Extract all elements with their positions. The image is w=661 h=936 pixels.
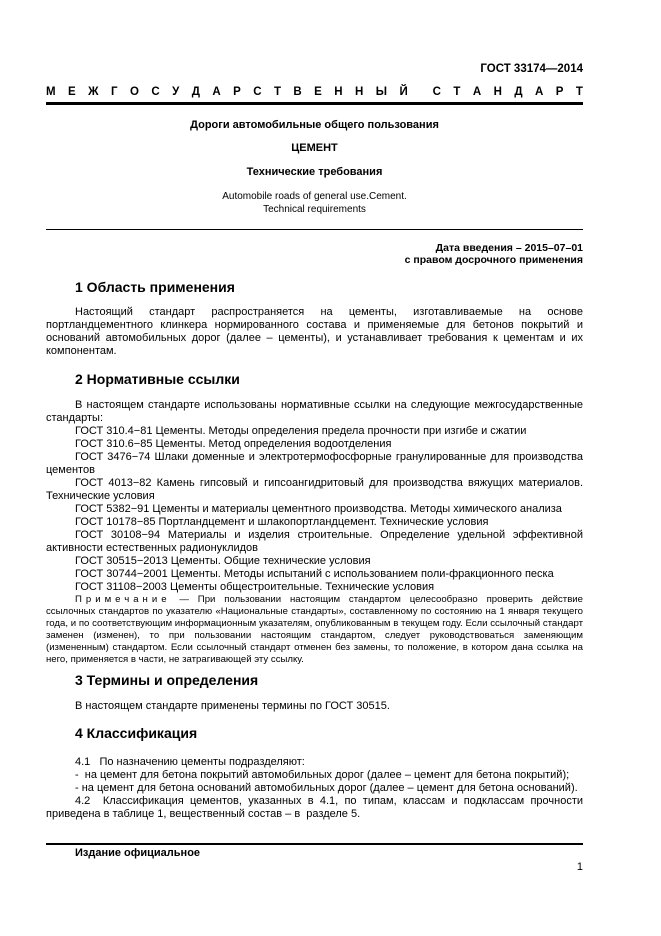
note (46, 594, 583, 666)
banner-letter: Н (334, 86, 343, 98)
classification-item: - на цемент для бетона покрытий автомобильных дорог (далее – цемент для бетона покрытий); (75, 769, 570, 781)
note-label: Примечание (75, 594, 171, 605)
section-4-body (46, 756, 587, 821)
banner-letter: Д (191, 86, 200, 98)
banner-letter: Е (314, 86, 322, 98)
banner-letter: А (212, 86, 221, 98)
section-3-text (46, 700, 583, 713)
section-4-heading: 4 Классификация (75, 725, 198, 741)
banner-letter: Е (68, 86, 76, 98)
reference-item: ГОСТ 30515−2013 Цементы. Общие технические условия (75, 555, 371, 567)
reference-item: ГОСТ 30108−94 Материалы и изделия строительные. Определение удельной эффективной активности естественных радионуклидов (46, 529, 583, 554)
paragraph: В настоящем стандарте использованы нормативные ссылки на следующие межгосударственные стандарты: (46, 399, 583, 424)
banner-letter: Й (399, 86, 408, 98)
section-2-heading: 2 Нормативные ссылки (75, 371, 240, 387)
banner-letter: С (432, 86, 441, 98)
english-title-2: Technical requirements (263, 204, 366, 215)
page-number: 1 (576, 861, 583, 873)
banner-letter: Д (514, 86, 523, 98)
title-line-2: ЦЕМЕНТ (291, 142, 338, 154)
reference-item: ГОСТ 30744−2001 Цементы. Методы испытаний с использованием поли-фракционного песка (75, 568, 554, 580)
banner-letter: В (293, 86, 302, 98)
reference-item: ГОСТ 310.4−81 Цементы. Методы определения предела прочности при изгибе и сжатии (75, 425, 527, 437)
title-line-3: Технические требования (246, 166, 383, 178)
section-3-heading: 3 Термины и определения (75, 672, 259, 688)
banner-letter: Т (575, 86, 583, 98)
banner-letter: Т (273, 86, 281, 98)
early-application-line: с правом досрочного применения (404, 254, 583, 266)
banner-letter: О (129, 86, 139, 98)
banner-letter: М (46, 86, 56, 98)
english-title-1: Automobile roads of general use.Cement. (222, 191, 407, 202)
banner-letter: А (534, 86, 544, 98)
paragraph: В настоящем стандарте применены термины по ГОСТ 30515. (75, 700, 390, 712)
classification-item: - на цемент для бетона оснований автомобильных дорог (далее – цемент для бетона оснований). (75, 782, 578, 794)
reference-item: ГОСТ 4013−82 Камень гипсовый и гипсоангидритовый для производства вяжущих материалов. Технические условия (46, 477, 583, 502)
official-edition-label: Издание официальное (75, 847, 201, 859)
title-line-1: Дороги автомобильные общего пользования (190, 119, 439, 131)
header-divider (46, 102, 583, 105)
reference-item: ГОСТ 310.6−85 Цементы. Метод определения водоотделения (75, 438, 392, 450)
banner-letter: Н (355, 86, 364, 98)
interstate-standard-banner (46, 86, 583, 98)
effective-date-line: Дата введения – 2015–07–01 (435, 242, 583, 254)
banner-letter: У (172, 86, 180, 98)
classification-item: 4.1 По назначению цементы подразделяют: (75, 756, 305, 768)
reference-item: ГОСТ 5382−91 Цементы и материалы цементного производства. Методы химического анализа (75, 503, 562, 515)
banner-letter: Ы (375, 86, 388, 98)
classification-item: 4.2 Классификация цементов, указанных в 4.1, по типам, классам и подклассам прочности приведена в таблице 1, вещественный состав – в разделе 5. (46, 795, 587, 820)
title-divider (46, 229, 583, 230)
banner-letter: Ж (88, 86, 99, 98)
section-1-heading: 1 Область применения (75, 279, 235, 295)
banner-letter: Г (110, 86, 118, 98)
banner-letter: Н (493, 86, 502, 98)
paragraph: Настоящий стандарт распространяется на цементы, изготавливаемые на основе портландцементного клинкера нормированного состава и применяемые для бетонов покрытий и оснований автомобильных дорог (далее – цементы), и устанавливает требования к цементам и их компонентам. (46, 306, 583, 357)
section-2-body (46, 399, 583, 666)
banner-letter: С (253, 86, 262, 98)
banner-letter: Т (453, 86, 461, 98)
effective-date (405, 242, 583, 266)
reference-item: ГОСТ 31108−2003 Цементы общестроительные. Технические условия (75, 581, 435, 593)
section-1-text (46, 306, 583, 358)
banner-letter: Р (555, 86, 564, 98)
note-text: — При пользовании настоящим стандартом целесообразно проверить действие ссылочных стандартов по указателю «Национальные стандарты», составленному по состоянию на 1 января текущего года, и по соответствующим информационным указателям, опубликованным в текущем году. Если ссылочный стандарт заменен (изменен), то при пользовании настоящим стандартом, следует руководствоваться заменяющим (измененным) стандартом. Если ссылочный стандарт отменен без замены, то положение, в котором дана ссылка на него, применяется в части, не затрагивающей эту ссылку. (46, 594, 583, 665)
reference-item: ГОСТ 10178−85 Портландцемент и шлакопортландцемент. Технические условия (75, 516, 489, 528)
document-number: ГОСТ 33174—2014 (480, 63, 583, 75)
banner-letter: Р (233, 86, 241, 98)
banner-letter: С (151, 86, 160, 98)
footer-divider (46, 843, 583, 845)
reference-item: ГОСТ 3476−74 Шлаки доменные и электротермофосфорные гранулированные для производства цементов (46, 451, 583, 476)
banner-letter: А (472, 86, 482, 98)
